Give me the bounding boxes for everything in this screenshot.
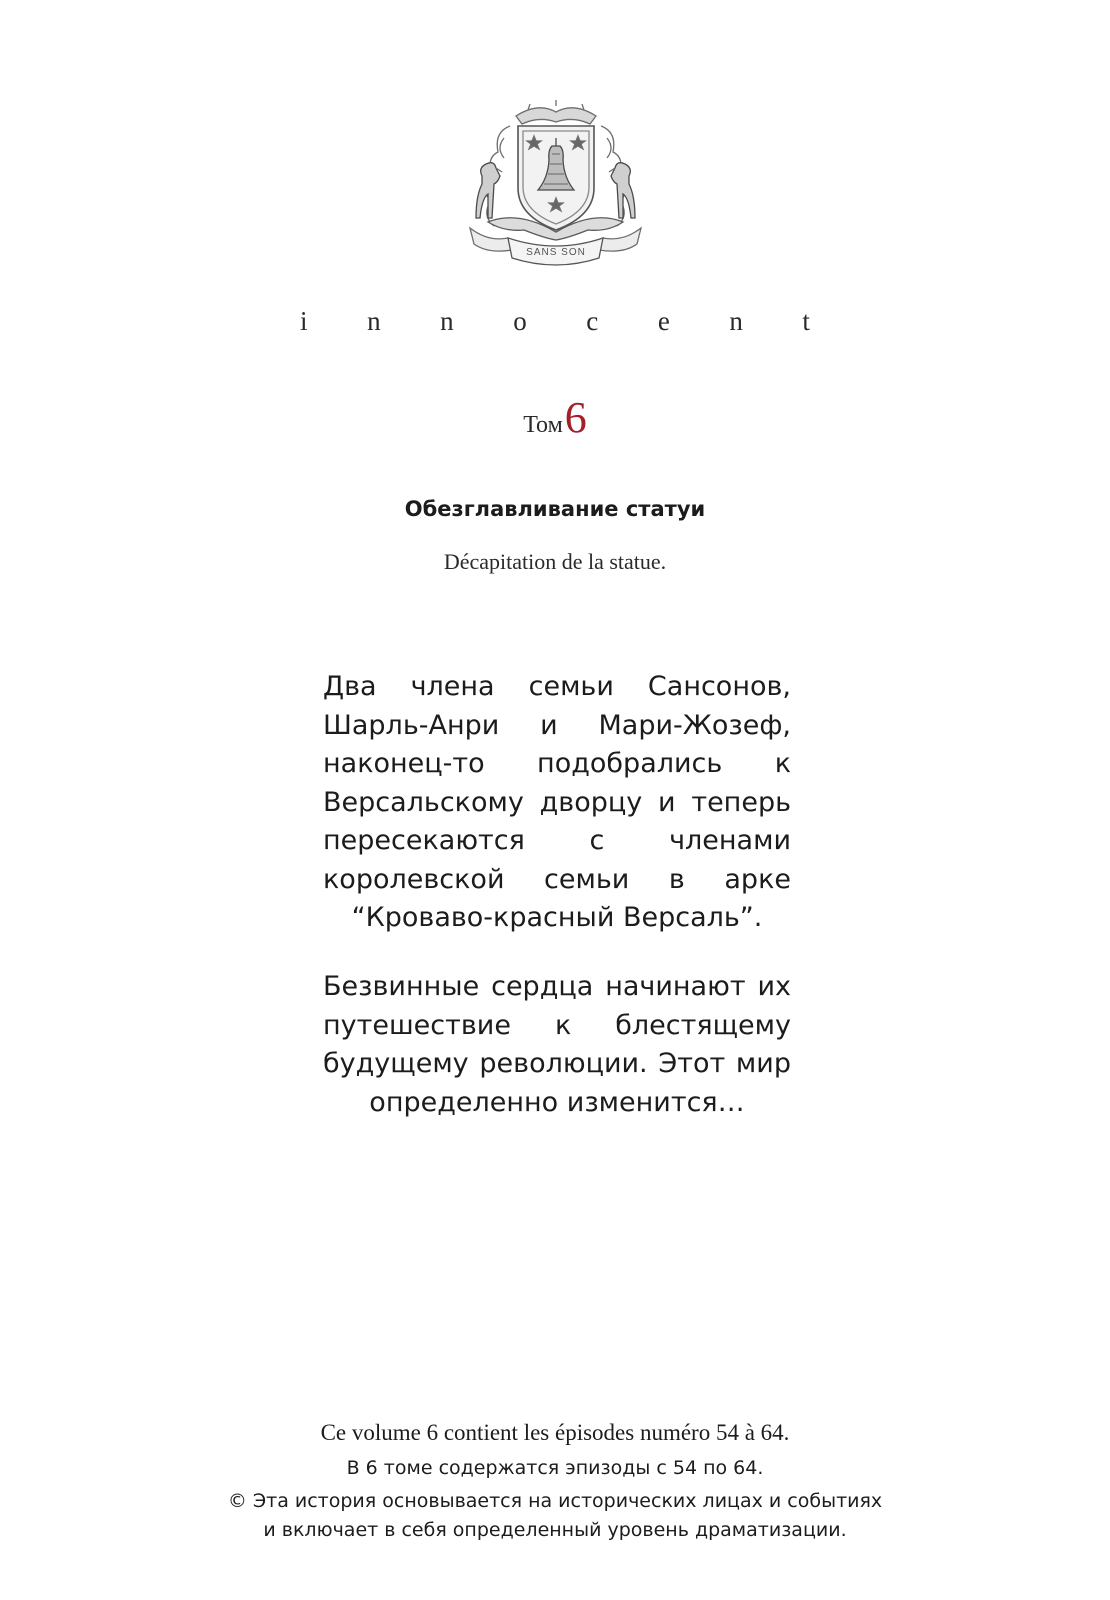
series-title-letter: n	[729, 306, 743, 336]
series-title-letter: e	[657, 306, 670, 336]
coat-of-arms-icon	[468, 98, 643, 270]
volume-number: 6	[564, 393, 587, 442]
series-title-letter: n	[367, 306, 381, 336]
series-title-letter: c	[586, 306, 599, 336]
copyright-line: и включает в себя определенный уровень драматизации.	[263, 1519, 847, 1541]
series-title	[300, 306, 810, 337]
series-title-letter: o	[513, 306, 527, 336]
volume-label: Том	[523, 412, 563, 438]
copyright-notice	[0, 1487, 1110, 1545]
episodes-note-ru: В 6 томе содержатся эпизоды с 54 по 64.	[346, 1457, 764, 1479]
blurb-paragraph-1: Два члена семьи Сансонов, Шарль-Анри и Мари-Жозеф, наконец-то подобрались к Версальскому дворцу и теперь пересекаются с членами королевской семьи в арке “Кроваво-красный Версаль”.	[323, 671, 791, 933]
series-title-letter: i	[300, 306, 308, 336]
copyright-line: © Эта история основывается на исторических лицах и событиях	[227, 1490, 883, 1512]
chapter-title-fr: Décapitation de la statue.	[443, 549, 667, 574]
chapter-title-ru: Обезглавливание статуи	[404, 497, 706, 521]
volume-heading	[0, 392, 1110, 443]
blurb-paragraph-2: Безвинные сердца начинают их путешествие к блестящему будущему революции. Этот мир определенно изменится…	[323, 971, 791, 1118]
series-title-letter: n	[440, 306, 454, 336]
series-title-letter: t	[802, 306, 810, 336]
episodes-note-fr: Ce volume 6 contient les épisodes numéro 54 à 64.	[320, 1420, 790, 1445]
svg-text:SANS SON: SANS SON	[526, 247, 586, 258]
